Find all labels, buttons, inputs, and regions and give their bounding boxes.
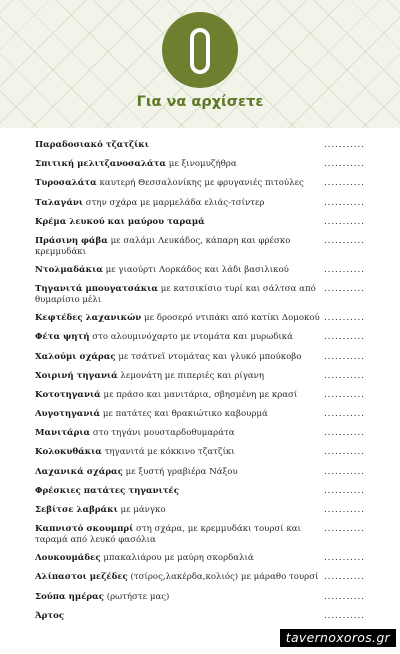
menu-item-price-placeholder: ........... — [323, 428, 365, 439]
menu-item-text — [35, 486, 179, 497]
menu-item-price-placeholder: ........... — [323, 553, 365, 564]
menu-item — [35, 159, 365, 170]
menu-item-price-placeholder: ........... — [323, 389, 365, 400]
menu-item-text — [35, 159, 237, 170]
menu-item — [35, 371, 365, 382]
menu-item-name: Μανιτάρια — [35, 428, 91, 439]
menu-item-text — [35, 447, 235, 458]
menu-item-price-placeholder: ........... — [323, 351, 365, 362]
menu-item-name: Σεβίτσε λαβράκι — [35, 505, 118, 515]
menu-item — [35, 140, 365, 151]
menu-item — [35, 198, 365, 209]
menu-item-name: Κολοκυθάκια — [35, 447, 102, 458]
menu-item-price-placeholder: ........... — [323, 370, 365, 381]
menu-item-name: Ταλαγάνι — [35, 197, 84, 208]
menu-item — [35, 505, 365, 516]
menu-item-text — [35, 611, 64, 622]
menu-item-description: στη σχάρα, με κρεμμυδάκι τουρσί και ταραμά από λευκό φασόλια — [35, 524, 301, 546]
menu-item-text — [35, 553, 254, 564]
site-watermark: tavernoxoros.gr — [280, 629, 396, 647]
menu-item-price-placeholder: ........... — [323, 313, 365, 324]
menu-item-name: Παραδοσιακό τζατζίκι — [35, 140, 149, 150]
menu-item-text — [35, 217, 205, 228]
menu-item-name: Κρέμα λευκού και μαύρου ταραμά — [35, 216, 205, 227]
menu-item — [35, 553, 365, 564]
menu-item-description: με κατσικίσιο τυρί και σάλτσα από θυμαρίσιο μέλι — [35, 284, 316, 306]
menu-item-name: Ντολμαδάκια — [35, 264, 103, 275]
menu-item-name: Κοτοτηγανιά — [35, 389, 101, 400]
menu-item-price-placeholder: ........... — [323, 178, 365, 189]
menu-item-text — [35, 390, 297, 401]
menu-item-price-placeholder: ........... — [323, 524, 365, 535]
menu-item — [35, 332, 365, 343]
menu-item-text — [35, 371, 264, 382]
menu-item-price-placeholder: ........... — [323, 505, 365, 515]
menu-item — [35, 409, 365, 420]
menu-item-description: με γιαούρτι Λορκάδος και λάδι βασιλικού — [105, 264, 289, 275]
menu-item-text — [35, 198, 264, 209]
menu-item-text — [35, 284, 320, 306]
menu-item-text — [35, 428, 235, 439]
menu-item-price-placeholder: ........... — [323, 216, 365, 227]
menu-item-name: Κεφτέδες λαχανικών — [35, 313, 142, 324]
menu-item — [35, 284, 365, 306]
menu-item-price-placeholder: ........... — [323, 572, 365, 583]
menu-item-price-placeholder: ........... — [323, 610, 365, 621]
menu-item — [35, 178, 365, 189]
menu-item-price-placeholder: ........... — [323, 264, 365, 275]
menu-item-name: Φέτα ψητή — [35, 332, 90, 343]
menu-item — [35, 236, 365, 258]
menu-item-name: Χοιρινή τηγανιά — [35, 370, 118, 381]
menu-item-price-placeholder: ........... — [323, 140, 365, 150]
menu-item — [35, 265, 365, 276]
menu-item-price-placeholder: ........... — [323, 591, 365, 602]
menu-item-text — [35, 178, 304, 189]
menu-item-text — [35, 505, 166, 516]
menu-item — [35, 313, 365, 324]
menu-item-price-placeholder: ........... — [323, 197, 365, 208]
menu-item-text — [35, 592, 169, 603]
menu-item-description: λεμονάτη με πιπεριές και ρίγανη — [120, 370, 265, 381]
menu-item-description: με ξυστή γραβιέρα Νάξου — [125, 466, 238, 477]
menu-item-name: Σπιτική μελιτζανοσαλάτα — [35, 159, 167, 170]
menu-item-description: με ξινομυζήθρα — [168, 159, 237, 170]
menu-item-price-placeholder: ........... — [323, 332, 365, 343]
menu-item — [35, 390, 365, 401]
menu-item-description: με σαλάμι Λευκάδος, κάπαρη και φρέσκο κρεμμυδάκι — [35, 235, 291, 257]
menu-item-name: Σούπα ημέρας — [35, 591, 104, 602]
menu-item-text — [35, 140, 149, 151]
menu-item-name: Λουκουμάδες — [35, 553, 101, 564]
menu-item-name: Λαχανικά σχάρας — [35, 466, 123, 477]
menu-item-name: Χαλούμι σχάρας — [35, 351, 116, 362]
menu-item-name: Φρέσκιες πατάτες τηγανιτές — [35, 485, 180, 496]
menu-item-description: με τσάτνεϊ ντομάτας και γλυκό μπούκοβο — [118, 351, 302, 362]
menu-item-text — [35, 409, 268, 420]
menu-item-price-placeholder: ........... — [323, 409, 365, 420]
menu-item — [35, 467, 365, 478]
menu-item-price-placeholder: ........... — [323, 447, 365, 458]
menu-item-price-placeholder: ........... — [323, 235, 365, 246]
menu-item-price-placeholder: ........... — [323, 466, 365, 477]
menu-item-name: Αλίπαστοι μεζέδες — [35, 572, 128, 583]
menu-item-description: με πράσο και μανιτάρια, σβησμένη με κρασί — [103, 389, 298, 400]
menu-item-text — [35, 352, 301, 363]
menu-item — [35, 447, 365, 458]
menu-item-price-placeholder: ........... — [323, 284, 365, 295]
menu-item — [35, 217, 365, 228]
menu-item-description: με πατάτες και θρακιώτικο καβουρμά — [102, 409, 268, 420]
menu-item-description: μπακαλιάρου με μαύρη σκορδαλιά — [103, 553, 254, 564]
menu-item — [35, 611, 365, 622]
menu-item-description: (τσίρος,λακέρδα,κολιός) με μάραθο τουρσί — [130, 572, 319, 583]
menu-header — [0, 0, 400, 128]
menu-item-name: Αυγοτηγανιά — [35, 409, 101, 420]
menu-item-description: στο τηγάνι μουσταρδοθυμαράτα — [92, 428, 235, 439]
menu-item-text — [35, 572, 318, 583]
section-title: Για να αρχίσετε — [136, 94, 264, 110]
menu-item-text — [35, 265, 289, 276]
menu-item — [35, 428, 365, 439]
menu-item-text — [35, 313, 320, 324]
menu-item-price-placeholder: ........... — [323, 485, 365, 496]
menu-list — [35, 140, 365, 630]
menu-item-name: Καπνιστό σκουμπρί — [35, 524, 134, 535]
menu-item-description: με δροσερό ντιπάκι από κατίκι Δομοκού — [144, 313, 320, 324]
menu-item-description: με μάνγκο — [120, 505, 166, 515]
menu-item-description: στο αλουμινόχαρτο με ντομάτα και μυρωδικά — [92, 332, 293, 343]
menu-item-description: τηγανιτά με κόκκινο τζατζίκι — [104, 447, 235, 458]
menu-item-description: (ρωτήστε μας) — [106, 591, 170, 602]
menu-item-text — [35, 467, 238, 478]
menu-item-name: Τυροσαλάτα — [35, 178, 97, 189]
menu-item — [35, 352, 365, 363]
menu-item — [35, 486, 365, 497]
menu-item — [35, 572, 365, 583]
menu-item-price-placeholder: ........... — [323, 159, 365, 170]
menu-item-name: Πράσινη φάβα — [35, 235, 108, 246]
menu-item-name: Τηγανιτά μπουγατσάκια — [35, 284, 158, 295]
restaurant-logo-icon — [162, 12, 238, 88]
menu-item-text — [35, 236, 320, 258]
menu-item — [35, 592, 365, 603]
menu-item-name: Άρτος — [35, 610, 65, 621]
menu-item — [35, 524, 365, 546]
menu-item-description: στην σχάρα με μαρμελάδα ελιάς-τσίντερ — [85, 197, 265, 208]
menu-item-text — [35, 332, 293, 343]
menu-item-text — [35, 524, 320, 546]
menu-item-description: καυτερή Θεσσαλονίκης με φρυγανιές πιτούλες — [99, 178, 304, 189]
